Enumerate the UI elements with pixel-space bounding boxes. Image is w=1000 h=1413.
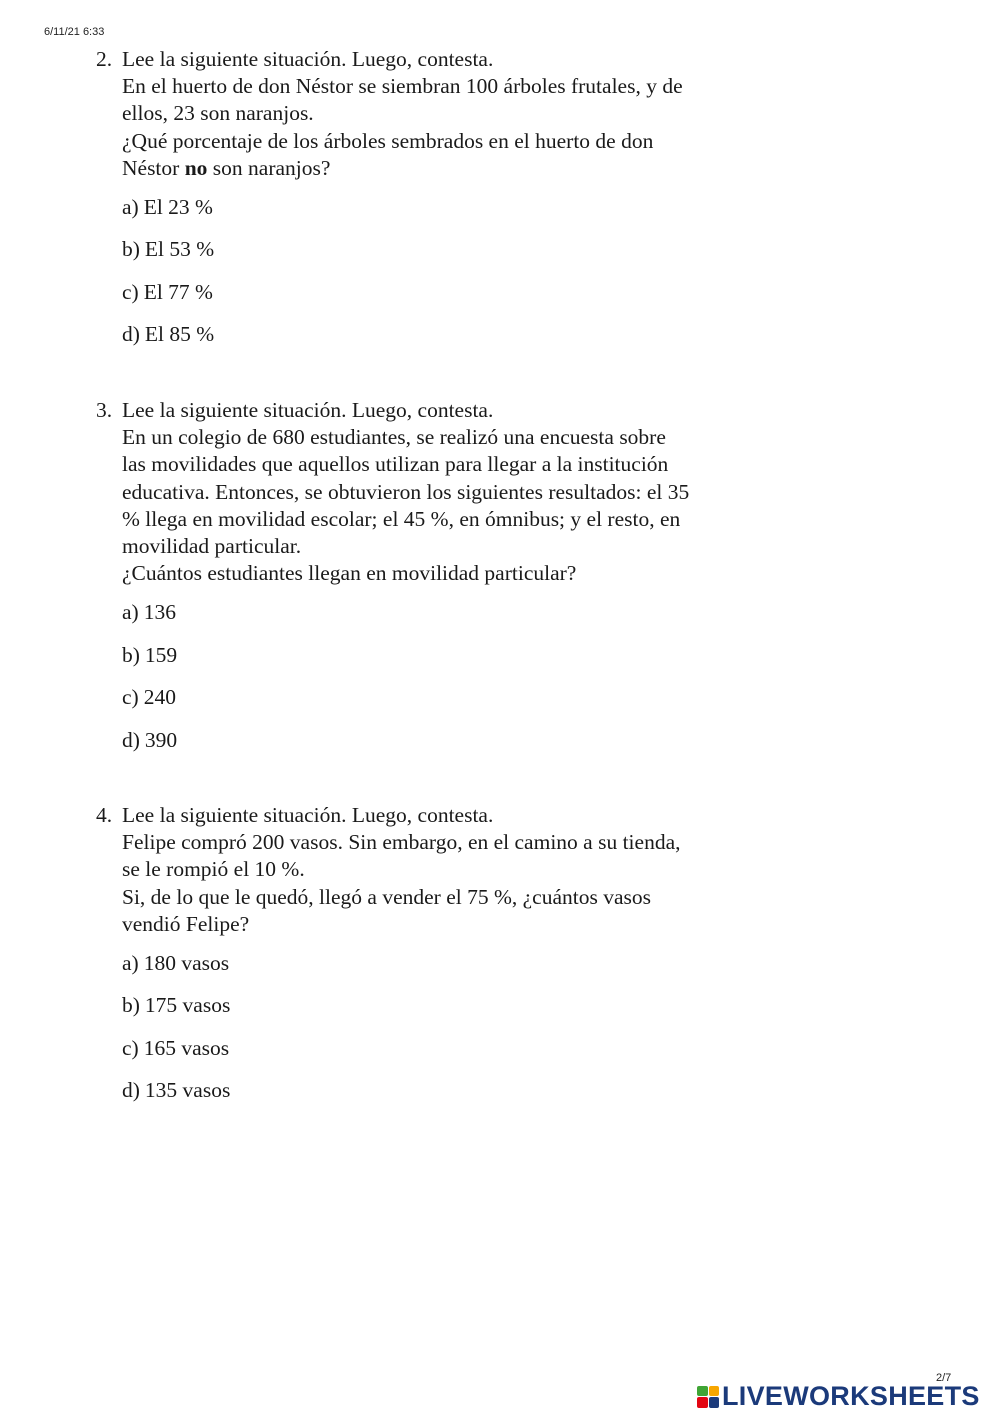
liveworksheets-logo-icon	[697, 1386, 719, 1408]
question-text-line: ¿Cuántos estudiantes llegan en movilidad particular?	[122, 561, 577, 586]
question-text-line: ¿Qué porcentaje de los árboles sembrados en el huerto de don	[122, 128, 654, 153]
question-text-line: ellos, 23 son naranjos.	[122, 101, 314, 126]
question-2	[96, 46, 776, 356]
answer-option-c[interactable]: c) El 77 %	[122, 279, 213, 304]
question-text-line: movilidad particular.	[122, 534, 302, 559]
logo-tile	[697, 1386, 708, 1397]
logo-tile	[709, 1386, 720, 1397]
answer-option-d[interactable]: d) 390	[122, 727, 178, 752]
answer-option-a[interactable]: a) 136	[122, 600, 176, 625]
answer-option-d[interactable]: d) 135 vasos	[122, 1078, 231, 1103]
question-3	[96, 397, 776, 761]
emphasis-no: no	[184, 155, 208, 180]
answer-option-b[interactable]: b) 175 vasos	[122, 993, 231, 1018]
answer-option-a[interactable]: a) 180 vasos	[122, 950, 230, 975]
question-text-line: las movilidades que aquellos utilizan para llegar a la institución	[122, 452, 669, 477]
question-text-line: Felipe compró 200 vasos. Sin embargo, en el camino a su tienda,	[122, 830, 681, 855]
liveworksheets-logo	[697, 1381, 980, 1412]
question-text-line: Lee la siguiente situación. Luego, contesta.	[122, 803, 494, 827]
answer-option-b[interactable]: b) El 53 %	[122, 237, 215, 262]
question-text-line: se le rompió el 10 %.	[122, 857, 305, 882]
question-number: 3.	[96, 398, 113, 422]
page-number: 2/7	[936, 1372, 952, 1384]
question-text-line: En el huerto de don Néstor se siembran 100 árboles frutales, y de	[122, 74, 683, 99]
question-text-line: Lee la siguiente situación. Luego, contesta.	[122, 47, 494, 71]
question-text-line: Si, de lo que le quedó, llegó a vender el 75 %, ¿cuántos vasos	[122, 884, 651, 909]
answer-option-c[interactable]: c) 240	[122, 685, 176, 710]
question-text-line: En un colegio de 680 estudiantes, se realizó una encuesta sobre	[122, 425, 666, 450]
answer-option-a[interactable]: a) El 23 %	[122, 194, 213, 219]
question-4	[96, 802, 776, 1112]
print-date: 6/11/21 6:33	[44, 26, 105, 38]
question-text-line: Lee la siguiente situación. Luego, contesta.	[122, 398, 494, 422]
answer-option-d[interactable]: d) El 85 %	[122, 322, 215, 347]
question-number: 2.	[96, 47, 113, 71]
question-number: 4.	[96, 803, 113, 827]
logo-text: LIVEWORKSHEETS	[722, 1381, 980, 1411]
question-text-line: educativa. Entonces, se obtuvieron los siguientes resultados: el 35	[122, 479, 690, 504]
question-text-line: vendió Felipe?	[122, 911, 250, 936]
logo-tile	[697, 1397, 708, 1408]
answer-option-c[interactable]: c) 165 vasos	[122, 1035, 230, 1060]
answer-option-b[interactable]: b) 159	[122, 642, 178, 667]
question-text-line: % llega en movilidad escolar; el 45 %, en ómnibus; y el resto, en	[122, 506, 681, 531]
question-text-line: Néstor no son naranjos?	[122, 155, 331, 180]
logo-tile	[709, 1397, 720, 1408]
